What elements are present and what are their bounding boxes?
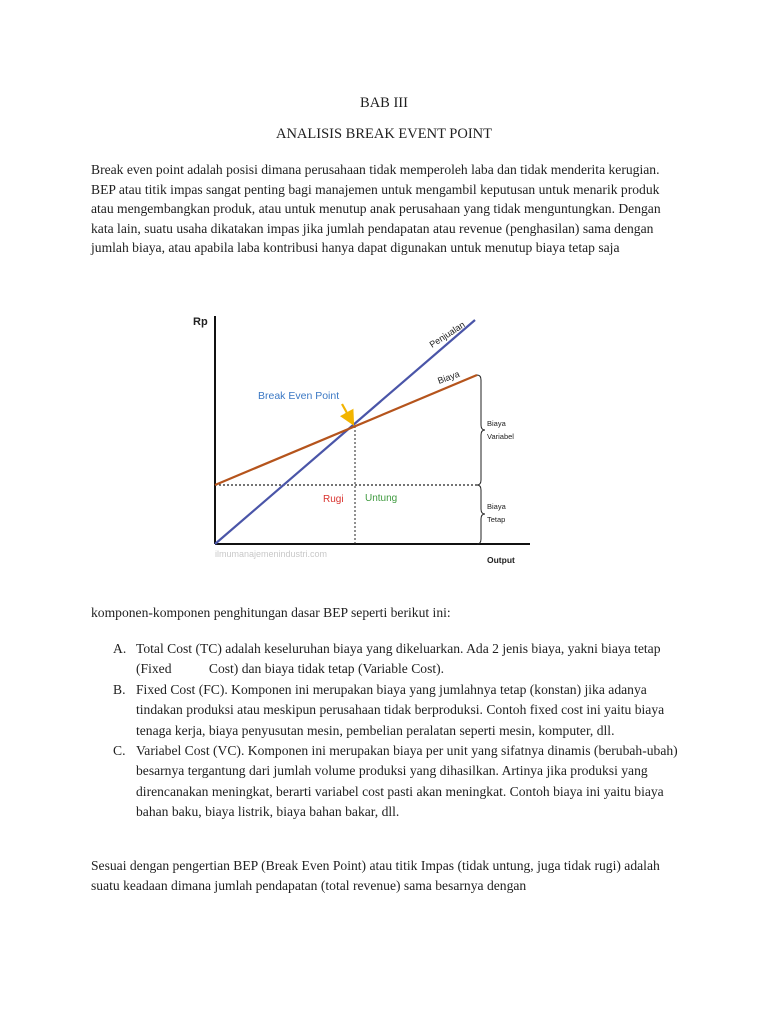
- break-even-figure: [185, 298, 540, 573]
- list-item: [91, 639, 691, 680]
- x-axis-label: Output: [487, 555, 515, 565]
- bep-arrow: [342, 404, 352, 422]
- sales-line-label: Penjualan: [427, 319, 467, 350]
- loss-label: Rugi: [323, 494, 344, 505]
- closing-paragraph: Sesuai dengan pengertian BEP (Break Even Point) atau titik Impas (tidak untung, juga tidak rugi) adalah suatu keadaan dimana jumlah pendapatan (total revenue) sama besarnya dengan: [91, 858, 660, 893]
- variable-cost-label-line2: Variabel: [487, 432, 514, 441]
- list-item: [91, 680, 691, 741]
- components-intro: komponen-komponen penghitungan dasar BEP seperti berikut ini:: [91, 605, 451, 620]
- intro-paragraph: Break even point adalah posisi dimana perusahaan tidak memperoleh laba dan tidak menderita kerugian. BEP atau titik impas sangat penting bagi manajemen untuk mengambil keputusan untuk menarik produk atau mengembangkan produk, atau untuk menutup anak perusahaan yang tidak menguntungkan. Dengan kata lain, suatu usaha dikatakan impas jika jumlah pendapatan atau revenue (penghasilan) sama dengan jumlah biaya, atau apabila laba kontribusi hanya dapat digunakan untuk menutup biaya tetap saja: [91, 162, 661, 256]
- components-list: [91, 639, 691, 823]
- variable-cost-brace: [477, 375, 485, 485]
- cost-line-label: Biaya: [436, 368, 461, 386]
- page-title: ANALISIS BREAK EVENT POINT: [275, 126, 493, 142]
- fixed-cost-label-line1: Biaya: [487, 502, 506, 511]
- variable-cost-label-line1: Biaya: [487, 419, 506, 428]
- list-text: Total Cost (TC) adalah keseluruhan biaya yang dikeluarkan. Ada 2 jenis biaya, yakni biaya tetap (Fixed Cost) dan biaya tidak tetap (Variable Cost).: [136, 641, 664, 677]
- sales-line: [215, 320, 475, 544]
- list-item: [91, 741, 691, 823]
- list-letter: A.: [113, 641, 127, 656]
- list-text: Variabel Cost (VC). Komponen ini merupakan biaya per unit yang sifatnya dinamis (berubah-ubah) besarnya tergantung dari jumlah volume produksi yang dihasilkan. Artinya jika produksi yang direncanakan meningkat, berarti variabel cost pasti akan meningkat. Contoh biaya ini yaitu biaya bahan baku, biaya listrik, biaya bahan bakar, dll.: [136, 743, 678, 820]
- cost-line: [215, 375, 477, 485]
- list-letter: B.: [113, 681, 126, 697]
- y-axis-label: Rp: [193, 316, 208, 328]
- profit-label: Untung: [365, 493, 398, 504]
- chapter-label: BAB III: [360, 95, 408, 111]
- fixed-cost-label-line2: Tetap: [487, 515, 506, 524]
- watermark: ilmumanajemenindustri.com: [215, 549, 328, 559]
- list-letter: C.: [113, 743, 126, 759]
- fixed-cost-brace: [477, 485, 485, 544]
- list-text: Fixed Cost (FC). Komponen ini merupakan biaya yang jumlahnya tetap (konstan) jika adanya tindakan produksi atau meskipun perusahaan tidak berproduksi. Contoh fixed cost ini yaitu biaya tenaga kerja, biaya penyusutan mesin, pembelian peralatan seperti mesin, komputer, dll.: [136, 681, 665, 738]
- bep-label: Break Even Point: [258, 390, 340, 402]
